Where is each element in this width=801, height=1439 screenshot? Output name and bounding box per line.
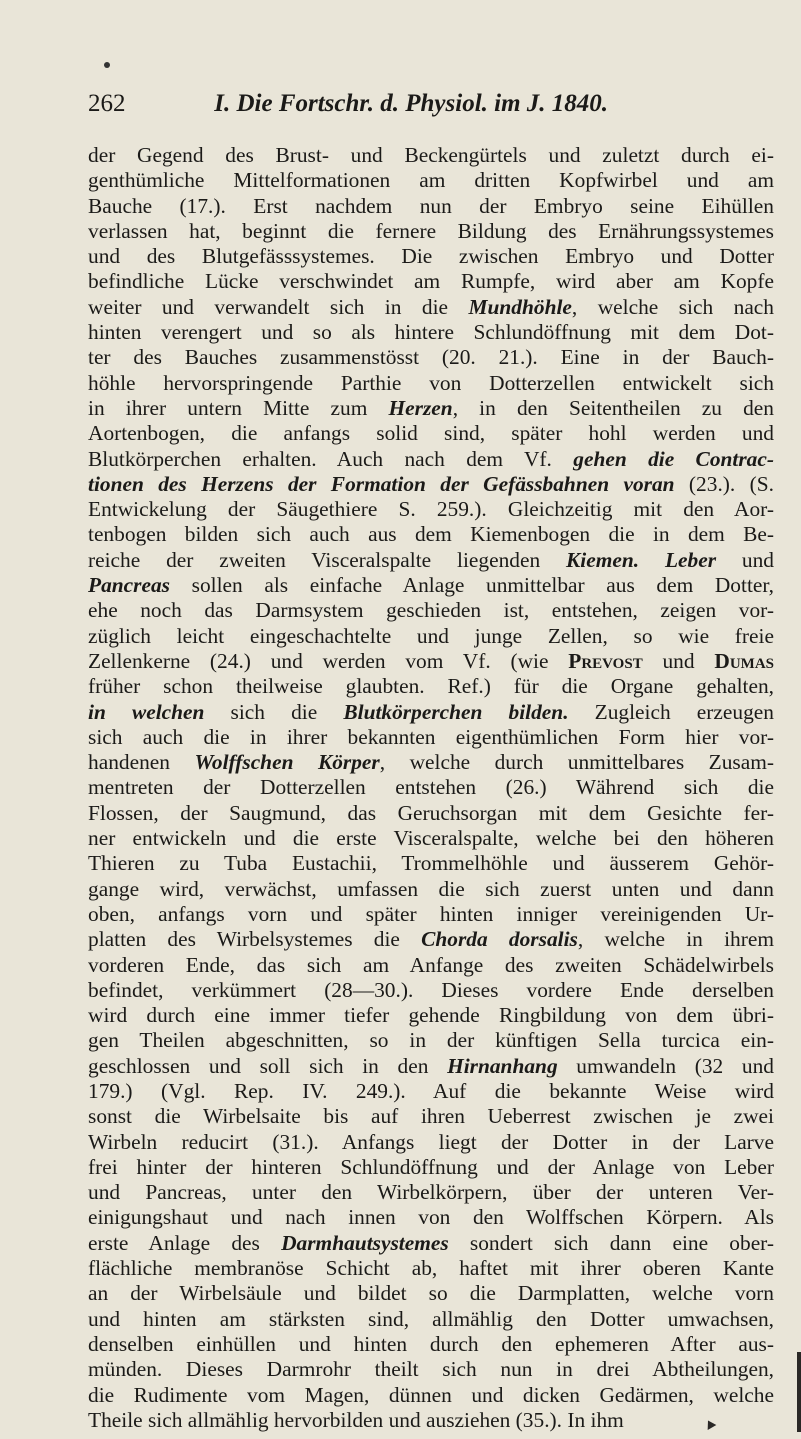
text-segment: sonst die Wirbelsaite bis auf ihren Ueberrest zwischen je zwei <box>88 1104 774 1129</box>
text-segment: befindet, verkümmert (28—30.). Dieses vordere Ende derselben <box>88 977 774 1002</box>
text-segment: , in den Seitentheilen zu den <box>452 395 774 420</box>
text-line <box>88 219 774 244</box>
emphasis-text: Hirnanhang <box>447 1053 558 1078</box>
page-header <box>88 86 768 122</box>
text-line <box>88 1205 774 1230</box>
text-line <box>88 851 774 876</box>
text-line <box>88 244 774 269</box>
text-segment: , welche durch unmittelbares Zusam- <box>379 750 775 775</box>
text-segment: umwandeln (32 und <box>557 1053 774 1078</box>
text-segment: verlassen hat, beginnt die fernere Bildung des Ernährungssystemes <box>88 218 774 243</box>
text-segment: und hinten am stärksten sind, allmählig den Dotter umwachsen, <box>88 1306 774 1331</box>
text-segment: befindliche Lücke verschwindet am Rumpfe, wird aber am Kopfe <box>88 269 774 294</box>
text-segment: weiter und verwandelt sich in die <box>88 294 469 319</box>
text-line <box>88 143 774 168</box>
text-segment: (23.). (S. <box>674 471 774 496</box>
text-line <box>88 1307 774 1332</box>
text-segment: Wirbeln reducirt (31.). Anfangs liegt der Dotter in der Larve <box>88 1129 774 1154</box>
text-segment: Aortenbogen, die anfangs solid sind, später hohl werden und <box>88 421 774 446</box>
text-segment: in ihrer untern Mitte zum <box>88 395 389 420</box>
text-segment: münden. Dieses Darmrohr theilt sich nun in drei Abtheilungen, <box>88 1357 774 1382</box>
text-line <box>88 1155 774 1180</box>
emphasis-text: Wolffschen Körper <box>194 750 380 775</box>
text-segment: vorderen Ende, das sich am Anfange des zweiten Schädelwirbels <box>88 952 774 977</box>
text-segment: erste Anlage des <box>88 1230 282 1255</box>
text-segment: flächliche membranöse Schicht ab, haftet mit ihrer oberen Kante <box>88 1256 774 1281</box>
text-line <box>88 953 774 978</box>
text-line <box>88 826 774 851</box>
text-segment: platten des Wirbelsystemes die <box>88 927 422 952</box>
text-segment: mentreten der Dotterzellen entstehen (26.) Während sich die <box>88 775 774 800</box>
text-line <box>88 320 774 345</box>
text-line <box>88 1054 774 1079</box>
text-segment: höhle hervorspringende Parthie von Dotterzellen entwickelt sich <box>88 370 774 395</box>
text-line <box>88 295 774 320</box>
emphasis-text: Kiemen. Leber <box>566 547 717 572</box>
text-segment: sich auch die in ihrer bekannten eigenthümlichen Form hier vor- <box>88 724 774 749</box>
text-segment: und des Blutgefässsystemes. Die zwischen Embryo und Dotter <box>88 244 774 269</box>
text-line <box>88 775 774 800</box>
text-segment: ter des Bauches zusammenstösst (20. 21.). Eine in der Bauch- <box>88 345 774 370</box>
emphasis-text: Pancreas <box>88 573 170 598</box>
emphasis-text: Herzen <box>388 395 453 420</box>
text-segment: reiche der zweiten Visceralspalte liegenden <box>88 547 567 572</box>
text-line <box>88 548 774 573</box>
text-line <box>88 1180 774 1205</box>
text-line <box>88 624 774 649</box>
text-segment: die Rudimente vom Magen, dünnen und dicken Gedärmen, welche <box>88 1382 774 1407</box>
text-line <box>88 472 774 497</box>
text-line <box>88 750 774 775</box>
text-segment: und Pancreas, unter den Wirbelkörpern, über der unteren Ver- <box>88 1180 774 1205</box>
page-edge-shadow <box>797 1352 801 1432</box>
emphasis-text: tionen des Herzens der Formation der Gefässbahnen voran <box>88 471 675 496</box>
text-segment: der Gegend des Brust- und Beckengürtels und zuletzt durch ei- <box>88 143 774 167</box>
emphasis-text: Chorda dorsalis <box>421 927 578 952</box>
text-line <box>88 1104 774 1129</box>
page-number: 262 <box>88 90 126 117</box>
text-segment: Flossen, der Saugmund, das Geruchsorgan mit dem Gesichte fer- <box>88 800 774 825</box>
text-segment: 179.) (Vgl. Rep. IV. 249.). Auf die bekannte Weise wird <box>88 1078 774 1103</box>
text-segment: Theile sich allmählig hervorbilden und ausziehen (35.). In ihm <box>88 1407 624 1432</box>
author-name: Dumas <box>714 648 774 673</box>
text-line <box>88 573 774 598</box>
ink-dot <box>104 62 110 68</box>
text-segment: Bauche (17.). Erst nachdem nun der Embryo seine Eihüllen <box>88 193 774 218</box>
text-line <box>88 674 774 699</box>
emphasis-text: Blutkörperchen bilden. <box>343 699 569 724</box>
text-segment: sich die <box>204 699 344 724</box>
author-name: Prevost <box>568 648 643 673</box>
text-line <box>88 522 774 547</box>
text-line <box>88 801 774 826</box>
text-segment: an der Wirbelsäule und bildet so die Darmplatten, welche vorn <box>88 1281 774 1306</box>
text-segment: geschlossen und soll sich in den <box>88 1053 448 1078</box>
text-line <box>88 1028 774 1053</box>
text-line <box>88 168 774 193</box>
text-segment: sollen als einfache Anlage unmittelbar aus dem Dotter, <box>170 573 774 598</box>
text-line <box>88 598 774 623</box>
text-segment: genthümliche Mittelformationen am dritten Kopfwirbel und am <box>88 168 774 193</box>
text-segment: Blutkörperchen erhalten. Auch nach dem Vf. <box>88 446 574 471</box>
text-segment: handenen <box>88 750 195 775</box>
body-text <box>88 143 774 1433</box>
text-segment: Zugleich erzeugen <box>568 699 774 724</box>
emphasis-text: Darmhautsystemes <box>281 1230 449 1255</box>
text-line <box>88 1281 774 1306</box>
text-line <box>88 877 774 902</box>
text-line <box>88 371 774 396</box>
text-line <box>88 1256 774 1281</box>
emphasis-text: in welchen <box>88 699 205 724</box>
text-line <box>88 1079 774 1104</box>
text-line <box>88 269 774 294</box>
text-segment: und <box>716 547 774 572</box>
text-line <box>88 927 774 952</box>
text-line <box>88 396 774 421</box>
text-segment: denselben einhüllen und hinten durch den ephemeren After aus- <box>88 1331 774 1356</box>
text-line <box>88 447 774 472</box>
running-title: I. Die Fortschr. d. Physiol. im J. 1840. <box>214 90 609 117</box>
text-segment: tenbogen bilden sich auch aus dem Kiemenbogen die in dem Be- <box>88 522 774 547</box>
text-line <box>88 345 774 370</box>
text-segment: , welche in ihrem <box>577 927 774 952</box>
text-line <box>88 1003 774 1028</box>
text-segment: Zellenkerne (24.) und werden vom Vf. (wie <box>88 648 569 673</box>
emphasis-text: Mundhöhle <box>468 294 572 319</box>
text-segment: einigungshaut und nach innen von den Wolffschen Körpern. Als <box>88 1205 774 1230</box>
text-segment: sondert sich dann eine ober- <box>448 1230 775 1255</box>
text-line <box>88 194 774 219</box>
text-line <box>88 649 774 674</box>
text-line <box>88 1332 774 1357</box>
text-line <box>88 497 774 522</box>
text-segment: gen Theilen abgeschnitten, so in der künftigen Sella turcica ein- <box>88 1028 774 1053</box>
text-segment: gange wird, verwächst, umfassen die sich zuerst unten und dann <box>88 876 774 901</box>
text-line <box>88 1383 774 1408</box>
text-segment: früher schon theilweise glaubten. Ref.) für die Organe gehalten, <box>88 674 774 699</box>
text-segment: , welche sich nach <box>571 294 774 319</box>
text-line <box>88 1408 774 1433</box>
text-line <box>88 978 774 1003</box>
text-segment: ner entwickeln und die erste Visceralspalte, welche bei den höheren <box>88 826 774 851</box>
text-segment: Entwickelung der Säugethiere S. 259.). Gleichzeitig mit den Aor- <box>88 497 774 522</box>
text-line <box>88 1231 774 1256</box>
text-line <box>88 725 774 750</box>
text-segment: und <box>642 648 715 673</box>
text-segment: ehe noch das Darmsystem geschieden ist, entstehen, zeigen vor- <box>88 598 774 623</box>
text-line <box>88 700 774 725</box>
text-segment: Thieren zu Tuba Eustachii, Trommelhöhle und äusserem Gehör- <box>88 851 774 876</box>
text-line <box>88 421 774 446</box>
text-segment: frei hinter der hinteren Schlundöffnung und der Anlage von Leber <box>88 1154 774 1179</box>
text-segment: wird durch eine immer tiefer gehende Ringbildung von dem übri- <box>88 1003 774 1028</box>
text-line <box>88 1357 774 1382</box>
text-segment: hinten verengert und so als hintere Schlundöffnung mit dem Dot- <box>88 320 774 345</box>
text-segment: züglich leicht eingeschachtelte und junge Zellen, so wie freie <box>88 623 774 648</box>
text-line <box>88 902 774 927</box>
text-line <box>88 1130 774 1155</box>
text-segment: oben, anfangs vorn und später hinten inniger vereinigenden Ur- <box>88 901 774 926</box>
emphasis-text: gehen die Contrac- <box>573 446 774 471</box>
